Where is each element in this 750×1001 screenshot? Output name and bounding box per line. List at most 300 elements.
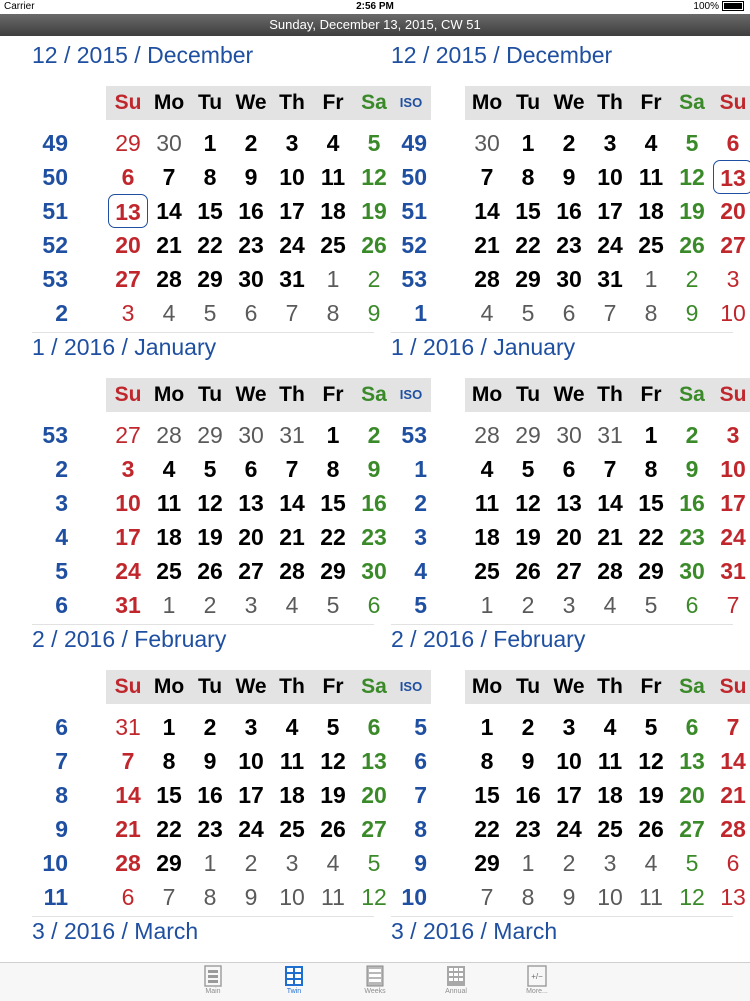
day-cell[interactable]: 2 <box>367 422 381 448</box>
day-cell[interactable]: 29 <box>474 850 500 876</box>
day-cell[interactable]: 11 <box>597 748 623 774</box>
day-cell[interactable]: 1 <box>203 850 217 876</box>
week-number[interactable]: 6 <box>414 748 427 774</box>
day-cell[interactable]: 1 <box>162 592 176 618</box>
day-cell[interactable]: 24 <box>720 524 746 550</box>
day-cell[interactable]: 23 <box>679 524 705 550</box>
day-cell[interactable]: 26 <box>361 232 387 258</box>
month-title[interactable]: 2 / 2016 / February <box>391 626 586 652</box>
day-cell[interactable]: 6 <box>562 300 576 326</box>
day-cell[interactable]: 14 <box>279 490 305 516</box>
day-cell[interactable]: 7 <box>726 592 740 618</box>
day-cell[interactable]: 15 <box>156 782 182 808</box>
day-cell[interactable]: 10 <box>279 164 305 190</box>
day-cell[interactable]: 3 <box>121 300 135 326</box>
day-cell[interactable]: 4 <box>326 130 340 156</box>
day-cell[interactable]: 15 <box>515 198 541 224</box>
day-cell[interactable]: 6 <box>121 164 135 190</box>
today-day-cell[interactable]: 13 <box>713 160 750 194</box>
day-cell[interactable]: 3 <box>562 714 576 740</box>
day-cell[interactable]: 9 <box>685 456 699 482</box>
day-cell[interactable]: 28 <box>720 816 746 842</box>
day-cell[interactable]: 27 <box>115 422 141 448</box>
week-number[interactable]: 52 <box>401 232 427 258</box>
day-cell[interactable]: 30 <box>156 130 182 156</box>
day-cell[interactable]: 31 <box>279 422 305 448</box>
day-cell[interactable]: 20 <box>238 524 264 550</box>
day-cell[interactable]: 2 <box>203 714 217 740</box>
day-cell[interactable]: 5 <box>521 456 535 482</box>
day-cell[interactable]: 12 <box>361 884 387 910</box>
day-cell[interactable]: 13 <box>238 490 264 516</box>
day-cell[interactable]: 29 <box>197 422 223 448</box>
day-cell[interactable]: 30 <box>238 422 264 448</box>
day-cell[interactable]: 5 <box>326 714 340 740</box>
day-cell[interactable]: 2 <box>562 850 576 876</box>
day-cell[interactable]: 4 <box>285 714 299 740</box>
week-number[interactable]: 4 <box>55 524 68 550</box>
day-cell[interactable]: 13 <box>361 748 387 774</box>
day-cell[interactable]: 9 <box>367 456 381 482</box>
day-cell[interactable]: 1 <box>162 714 176 740</box>
month-title[interactable]: 2 / 2016 / February <box>32 626 227 652</box>
day-cell[interactable]: 17 <box>115 524 141 550</box>
day-cell[interactable]: 13 <box>720 884 746 910</box>
day-cell[interactable]: 6 <box>685 592 699 618</box>
day-cell[interactable]: 21 <box>474 232 500 258</box>
day-cell[interactable]: 29 <box>197 266 223 292</box>
tab-annual[interactable] <box>436 965 476 995</box>
day-cell[interactable]: 7 <box>603 300 617 326</box>
day-cell[interactable]: 11 <box>638 164 664 190</box>
month-title[interactable]: 3 / 2016 / March <box>32 918 199 944</box>
day-cell[interactable]: 18 <box>638 198 664 224</box>
day-cell[interactable]: 1 <box>480 592 494 618</box>
day-cell[interactable]: 9 <box>203 748 217 774</box>
day-cell[interactable]: 21 <box>720 782 746 808</box>
day-cell[interactable]: 24 <box>238 816 264 842</box>
day-cell[interactable]: 7 <box>162 884 176 910</box>
day-cell[interactable]: 10 <box>115 490 141 516</box>
day-cell[interactable]: 6 <box>562 456 576 482</box>
day-cell[interactable]: 8 <box>644 456 658 482</box>
day-cell[interactable]: 7 <box>480 164 494 190</box>
day-cell[interactable]: 29 <box>638 558 664 584</box>
day-cell[interactable]: 3 <box>244 714 258 740</box>
week-number[interactable]: 50 <box>42 164 68 190</box>
week-number[interactable]: 8 <box>414 816 427 842</box>
month-title[interactable]: 12 / 2015 / December <box>391 42 613 68</box>
day-cell[interactable]: 28 <box>279 558 305 584</box>
tab-twin[interactable] <box>274 965 314 995</box>
day-cell[interactable]: 11 <box>156 490 182 516</box>
day-cell[interactable]: 15 <box>320 490 346 516</box>
day-cell[interactable]: 30 <box>361 558 387 584</box>
week-number[interactable]: 53 <box>42 422 68 448</box>
month-title[interactable]: 12 / 2015 / December <box>32 42 254 68</box>
day-cell[interactable]: 3 <box>603 850 617 876</box>
day-cell[interactable]: 13 <box>556 490 582 516</box>
day-cell[interactable]: 6 <box>726 130 740 156</box>
day-cell[interactable]: 5 <box>367 850 381 876</box>
day-cell[interactable]: 8 <box>521 884 535 910</box>
day-cell[interactable]: 2 <box>562 130 576 156</box>
tab-main[interactable] <box>193 965 233 995</box>
day-cell[interactable]: 6 <box>121 884 135 910</box>
day-cell[interactable]: 29 <box>515 422 541 448</box>
day-cell[interactable]: 16 <box>679 490 705 516</box>
day-cell[interactable]: 2 <box>521 714 535 740</box>
week-number[interactable]: 49 <box>42 130 68 156</box>
day-cell[interactable]: 20 <box>720 198 746 224</box>
day-cell[interactable]: 14 <box>156 198 182 224</box>
week-number[interactable]: 5 <box>414 592 427 618</box>
day-cell[interactable]: 2 <box>521 592 535 618</box>
today-day-cell[interactable]: 13 <box>108 194 148 228</box>
month-title[interactable]: 1 / 2016 / January <box>391 334 576 360</box>
day-cell[interactable]: 10 <box>720 300 746 326</box>
day-cell[interactable]: 9 <box>562 164 576 190</box>
day-cell[interactable]: 27 <box>238 558 264 584</box>
day-cell[interactable]: 2 <box>685 422 699 448</box>
tab-weeks[interactable] <box>355 965 395 995</box>
day-cell[interactable]: 21 <box>156 232 182 258</box>
day-cell[interactable]: 12 <box>361 164 387 190</box>
day-cell[interactable]: 12 <box>679 164 705 190</box>
day-cell[interactable]: 22 <box>320 524 346 550</box>
day-cell[interactable]: 21 <box>279 524 305 550</box>
day-cell[interactable]: 6 <box>244 456 258 482</box>
day-cell[interactable]: 6 <box>244 300 258 326</box>
day-cell[interactable]: 5 <box>644 714 658 740</box>
day-cell[interactable]: 8 <box>326 456 340 482</box>
week-number[interactable]: 7 <box>55 748 68 774</box>
day-cell[interactable]: 4 <box>162 300 176 326</box>
day-cell[interactable]: 5 <box>644 592 658 618</box>
day-cell[interactable]: 26 <box>679 232 705 258</box>
day-cell[interactable]: 2 <box>203 592 217 618</box>
day-cell[interactable]: 7 <box>285 456 299 482</box>
day-cell[interactable]: 1 <box>203 130 217 156</box>
day-cell[interactable]: 2 <box>685 266 699 292</box>
day-cell[interactable]: 8 <box>203 884 217 910</box>
day-cell[interactable]: 8 <box>162 748 176 774</box>
day-cell[interactable]: 17 <box>597 198 623 224</box>
day-cell[interactable]: 30 <box>679 558 705 584</box>
day-cell[interactable]: 4 <box>644 130 658 156</box>
day-cell[interactable]: 25 <box>474 558 500 584</box>
day-cell[interactable]: 7 <box>480 884 494 910</box>
day-cell[interactable]: 28 <box>474 422 500 448</box>
day-cell[interactable]: 25 <box>156 558 182 584</box>
day-cell[interactable]: 23 <box>515 816 541 842</box>
day-cell[interactable]: 17 <box>238 782 264 808</box>
day-cell[interactable]: 18 <box>156 524 182 550</box>
day-cell[interactable]: 24 <box>597 232 623 258</box>
day-cell[interactable]: 22 <box>638 524 664 550</box>
day-cell[interactable]: 31 <box>279 266 305 292</box>
day-cell[interactable]: 4 <box>603 714 617 740</box>
week-number[interactable]: 2 <box>55 300 68 326</box>
day-cell[interactable]: 3 <box>121 456 135 482</box>
day-cell[interactable]: 11 <box>279 748 305 774</box>
day-cell[interactable]: 28 <box>474 266 500 292</box>
day-cell[interactable]: 10 <box>597 164 623 190</box>
day-cell[interactable]: 31 <box>597 422 623 448</box>
day-cell[interactable]: 19 <box>361 198 387 224</box>
day-cell[interactable]: 5 <box>326 592 340 618</box>
day-cell[interactable]: 4 <box>285 592 299 618</box>
day-cell[interactable]: 30 <box>474 130 500 156</box>
day-cell[interactable]: 20 <box>361 782 387 808</box>
day-cell[interactable]: 25 <box>279 816 305 842</box>
day-cell[interactable]: 19 <box>320 782 346 808</box>
day-cell[interactable]: 1 <box>521 130 535 156</box>
day-cell[interactable]: 23 <box>197 816 223 842</box>
day-cell[interactable]: 29 <box>515 266 541 292</box>
week-number[interactable]: 50 <box>401 164 427 190</box>
day-cell[interactable]: 29 <box>320 558 346 584</box>
day-cell[interactable]: 1 <box>326 266 340 292</box>
day-cell[interactable]: 5 <box>685 130 699 156</box>
day-cell[interactable]: 31 <box>720 558 746 584</box>
week-number[interactable]: 6 <box>55 592 68 618</box>
day-cell[interactable]: 20 <box>115 232 141 258</box>
day-cell[interactable]: 4 <box>162 456 176 482</box>
day-cell[interactable]: 27 <box>361 816 387 842</box>
day-cell[interactable]: 29 <box>115 130 141 156</box>
day-cell[interactable]: 1 <box>521 850 535 876</box>
week-number[interactable]: 3 <box>414 524 427 550</box>
day-cell[interactable]: 8 <box>480 748 494 774</box>
day-cell[interactable]: 19 <box>515 524 541 550</box>
day-cell[interactable]: 4 <box>326 850 340 876</box>
week-number[interactable]: 52 <box>42 232 68 258</box>
day-cell[interactable]: 17 <box>556 782 582 808</box>
day-cell[interactable]: 4 <box>644 850 658 876</box>
iso-badge[interactable]: ISO <box>391 86 431 120</box>
day-cell[interactable]: 21 <box>115 816 141 842</box>
week-number[interactable]: 9 <box>414 850 427 876</box>
week-number[interactable]: 51 <box>401 198 427 224</box>
day-cell[interactable]: 11 <box>639 884 663 910</box>
day-cell[interactable]: 3 <box>726 266 740 292</box>
day-cell[interactable]: 19 <box>197 524 223 550</box>
day-cell[interactable]: 5 <box>685 850 699 876</box>
day-cell[interactable]: 30 <box>556 266 582 292</box>
week-number[interactable]: 6 <box>55 714 68 740</box>
week-number[interactable]: 5 <box>414 714 427 740</box>
day-cell[interactable]: 18 <box>320 198 346 224</box>
day-cell[interactable]: 31 <box>597 266 623 292</box>
iso-badge[interactable]: ISO <box>391 378 431 412</box>
day-cell[interactable]: 5 <box>203 456 217 482</box>
day-cell[interactable]: 30 <box>238 266 264 292</box>
day-cell[interactable]: 3 <box>726 422 740 448</box>
day-cell[interactable]: 10 <box>720 456 746 482</box>
day-cell[interactable]: 17 <box>720 490 746 516</box>
day-cell[interactable]: 16 <box>515 782 541 808</box>
week-number[interactable]: 49 <box>401 130 427 156</box>
day-cell[interactable]: 16 <box>197 782 223 808</box>
week-number[interactable]: 5 <box>55 558 68 584</box>
day-cell[interactable]: 27 <box>556 558 582 584</box>
day-cell[interactable]: 14 <box>720 748 746 774</box>
day-cell[interactable]: 3 <box>285 850 299 876</box>
day-cell[interactable]: 8 <box>644 300 658 326</box>
day-cell[interactable]: 2 <box>244 850 258 876</box>
day-cell[interactable]: 25 <box>597 816 623 842</box>
day-cell[interactable]: 26 <box>515 558 541 584</box>
day-cell[interactable]: 26 <box>320 816 346 842</box>
day-cell[interactable]: 18 <box>474 524 500 550</box>
day-cell[interactable]: 7 <box>603 456 617 482</box>
day-cell[interactable]: 27 <box>115 266 141 292</box>
day-cell[interactable]: 27 <box>720 232 746 258</box>
day-cell[interactable]: 2 <box>367 266 381 292</box>
day-cell[interactable]: 6 <box>685 714 699 740</box>
day-cell[interactable]: 26 <box>638 816 664 842</box>
day-cell[interactable]: 10 <box>556 748 582 774</box>
day-cell[interactable]: 11 <box>320 164 346 190</box>
day-cell[interactable]: 3 <box>285 130 299 156</box>
day-cell[interactable]: 11 <box>321 884 345 910</box>
day-cell[interactable]: 20 <box>679 782 705 808</box>
day-cell[interactable]: 21 <box>597 524 623 550</box>
day-cell[interactable]: 23 <box>556 232 582 258</box>
week-number[interactable]: 11 <box>43 884 68 910</box>
day-cell[interactable]: 3 <box>244 592 258 618</box>
day-cell[interactable]: 12 <box>197 490 223 516</box>
day-cell[interactable]: 12 <box>320 748 346 774</box>
day-cell[interactable]: 14 <box>597 490 623 516</box>
week-number[interactable]: 10 <box>42 850 68 876</box>
day-cell[interactable]: 10 <box>279 884 305 910</box>
day-cell[interactable]: 12 <box>638 748 664 774</box>
week-number[interactable]: 2 <box>55 456 68 482</box>
day-cell[interactable]: 9 <box>685 300 699 326</box>
day-cell[interactable]: 2 <box>244 130 258 156</box>
day-cell[interactable]: 3 <box>562 592 576 618</box>
day-cell[interactable]: 13 <box>679 748 705 774</box>
day-cell[interactable]: 16 <box>238 198 264 224</box>
day-cell[interactable]: 1 <box>480 714 494 740</box>
day-cell[interactable]: 17 <box>279 198 305 224</box>
day-cell[interactable]: 20 <box>556 524 582 550</box>
day-cell[interactable]: 1 <box>644 266 658 292</box>
day-cell[interactable]: 18 <box>597 782 623 808</box>
day-cell[interactable]: 15 <box>474 782 500 808</box>
day-cell[interactable]: 3 <box>603 130 617 156</box>
day-cell[interactable]: 8 <box>203 164 217 190</box>
day-cell[interactable]: 5 <box>367 130 381 156</box>
day-cell[interactable]: 8 <box>326 300 340 326</box>
day-cell[interactable]: 6 <box>367 592 381 618</box>
week-number[interactable]: 2 <box>414 490 427 516</box>
week-number[interactable]: 51 <box>42 198 68 224</box>
day-cell[interactable]: 6 <box>367 714 381 740</box>
month-title[interactable]: 3 / 2016 / March <box>391 918 558 944</box>
week-number[interactable]: 10 <box>401 884 427 910</box>
day-cell[interactable]: 22 <box>515 232 541 258</box>
month-title[interactable]: 1 / 2016 / January <box>32 334 217 360</box>
day-cell[interactable]: 24 <box>279 232 305 258</box>
day-cell[interactable]: 22 <box>156 816 182 842</box>
week-number[interactable]: 4 <box>414 558 427 584</box>
day-cell[interactable]: 9 <box>244 164 258 190</box>
day-cell[interactable]: 7 <box>726 714 740 740</box>
day-cell[interactable]: 9 <box>244 884 258 910</box>
day-cell[interactable]: 14 <box>115 782 141 808</box>
day-cell[interactable]: 4 <box>480 300 494 326</box>
day-cell[interactable]: 12 <box>679 884 705 910</box>
week-number[interactable]: 3 <box>55 490 68 516</box>
week-number[interactable]: 1 <box>414 456 427 482</box>
day-cell[interactable]: 19 <box>679 198 705 224</box>
day-cell[interactable]: 1 <box>644 422 658 448</box>
day-cell[interactable]: 1 <box>326 422 340 448</box>
day-cell[interactable]: 5 <box>521 300 535 326</box>
day-cell[interactable]: 11 <box>474 490 500 516</box>
day-cell[interactable]: 24 <box>556 816 582 842</box>
day-cell[interactable]: 24 <box>115 558 141 584</box>
day-cell[interactable]: 15 <box>638 490 664 516</box>
day-cell[interactable]: 9 <box>562 884 576 910</box>
day-cell[interactable]: 31 <box>115 592 141 618</box>
week-number[interactable]: 1 <box>414 300 427 326</box>
day-cell[interactable]: 5 <box>203 300 217 326</box>
week-number[interactable]: 7 <box>414 782 427 808</box>
day-cell[interactable]: 4 <box>603 592 617 618</box>
day-cell[interactable]: 29 <box>156 850 182 876</box>
day-cell[interactable]: 22 <box>197 232 223 258</box>
day-cell[interactable]: 7 <box>162 164 176 190</box>
day-cell[interactable]: 23 <box>361 524 387 550</box>
week-number[interactable]: 53 <box>42 266 68 292</box>
day-cell[interactable]: 26 <box>197 558 223 584</box>
day-cell[interactable]: 22 <box>474 816 500 842</box>
day-cell[interactable]: 25 <box>320 232 346 258</box>
day-cell[interactable]: 4 <box>480 456 494 482</box>
day-cell[interactable]: 12 <box>515 490 541 516</box>
day-cell[interactable]: 31 <box>115 714 141 740</box>
iso-badge[interactable]: ISO <box>391 670 431 704</box>
day-cell[interactable]: 9 <box>367 300 381 326</box>
day-cell[interactable]: 16 <box>361 490 387 516</box>
current-date-bar[interactable]: Sunday, December 13, 2015, CW 51 <box>0 14 750 36</box>
day-cell[interactable]: 7 <box>121 748 135 774</box>
week-number[interactable]: 9 <box>55 816 68 842</box>
day-cell[interactable]: 7 <box>285 300 299 326</box>
day-cell[interactable]: 14 <box>474 198 500 224</box>
day-cell[interactable]: 28 <box>156 266 182 292</box>
tab-more[interactable] <box>517 965 557 995</box>
day-cell[interactable]: 8 <box>521 164 535 190</box>
day-cell[interactable]: 28 <box>115 850 141 876</box>
day-cell[interactable]: 30 <box>556 422 582 448</box>
day-cell[interactable]: 10 <box>597 884 623 910</box>
day-cell[interactable]: 15 <box>197 198 223 224</box>
day-cell[interactable]: 23 <box>238 232 264 258</box>
week-number[interactable]: 8 <box>55 782 68 808</box>
day-cell[interactable]: 6 <box>726 850 740 876</box>
day-cell[interactable]: 10 <box>238 748 264 774</box>
day-cell[interactable]: 16 <box>556 198 582 224</box>
day-cell[interactable]: 28 <box>597 558 623 584</box>
day-cell[interactable]: 19 <box>638 782 664 808</box>
day-cell[interactable]: 25 <box>638 232 664 258</box>
day-cell[interactable]: 27 <box>679 816 705 842</box>
